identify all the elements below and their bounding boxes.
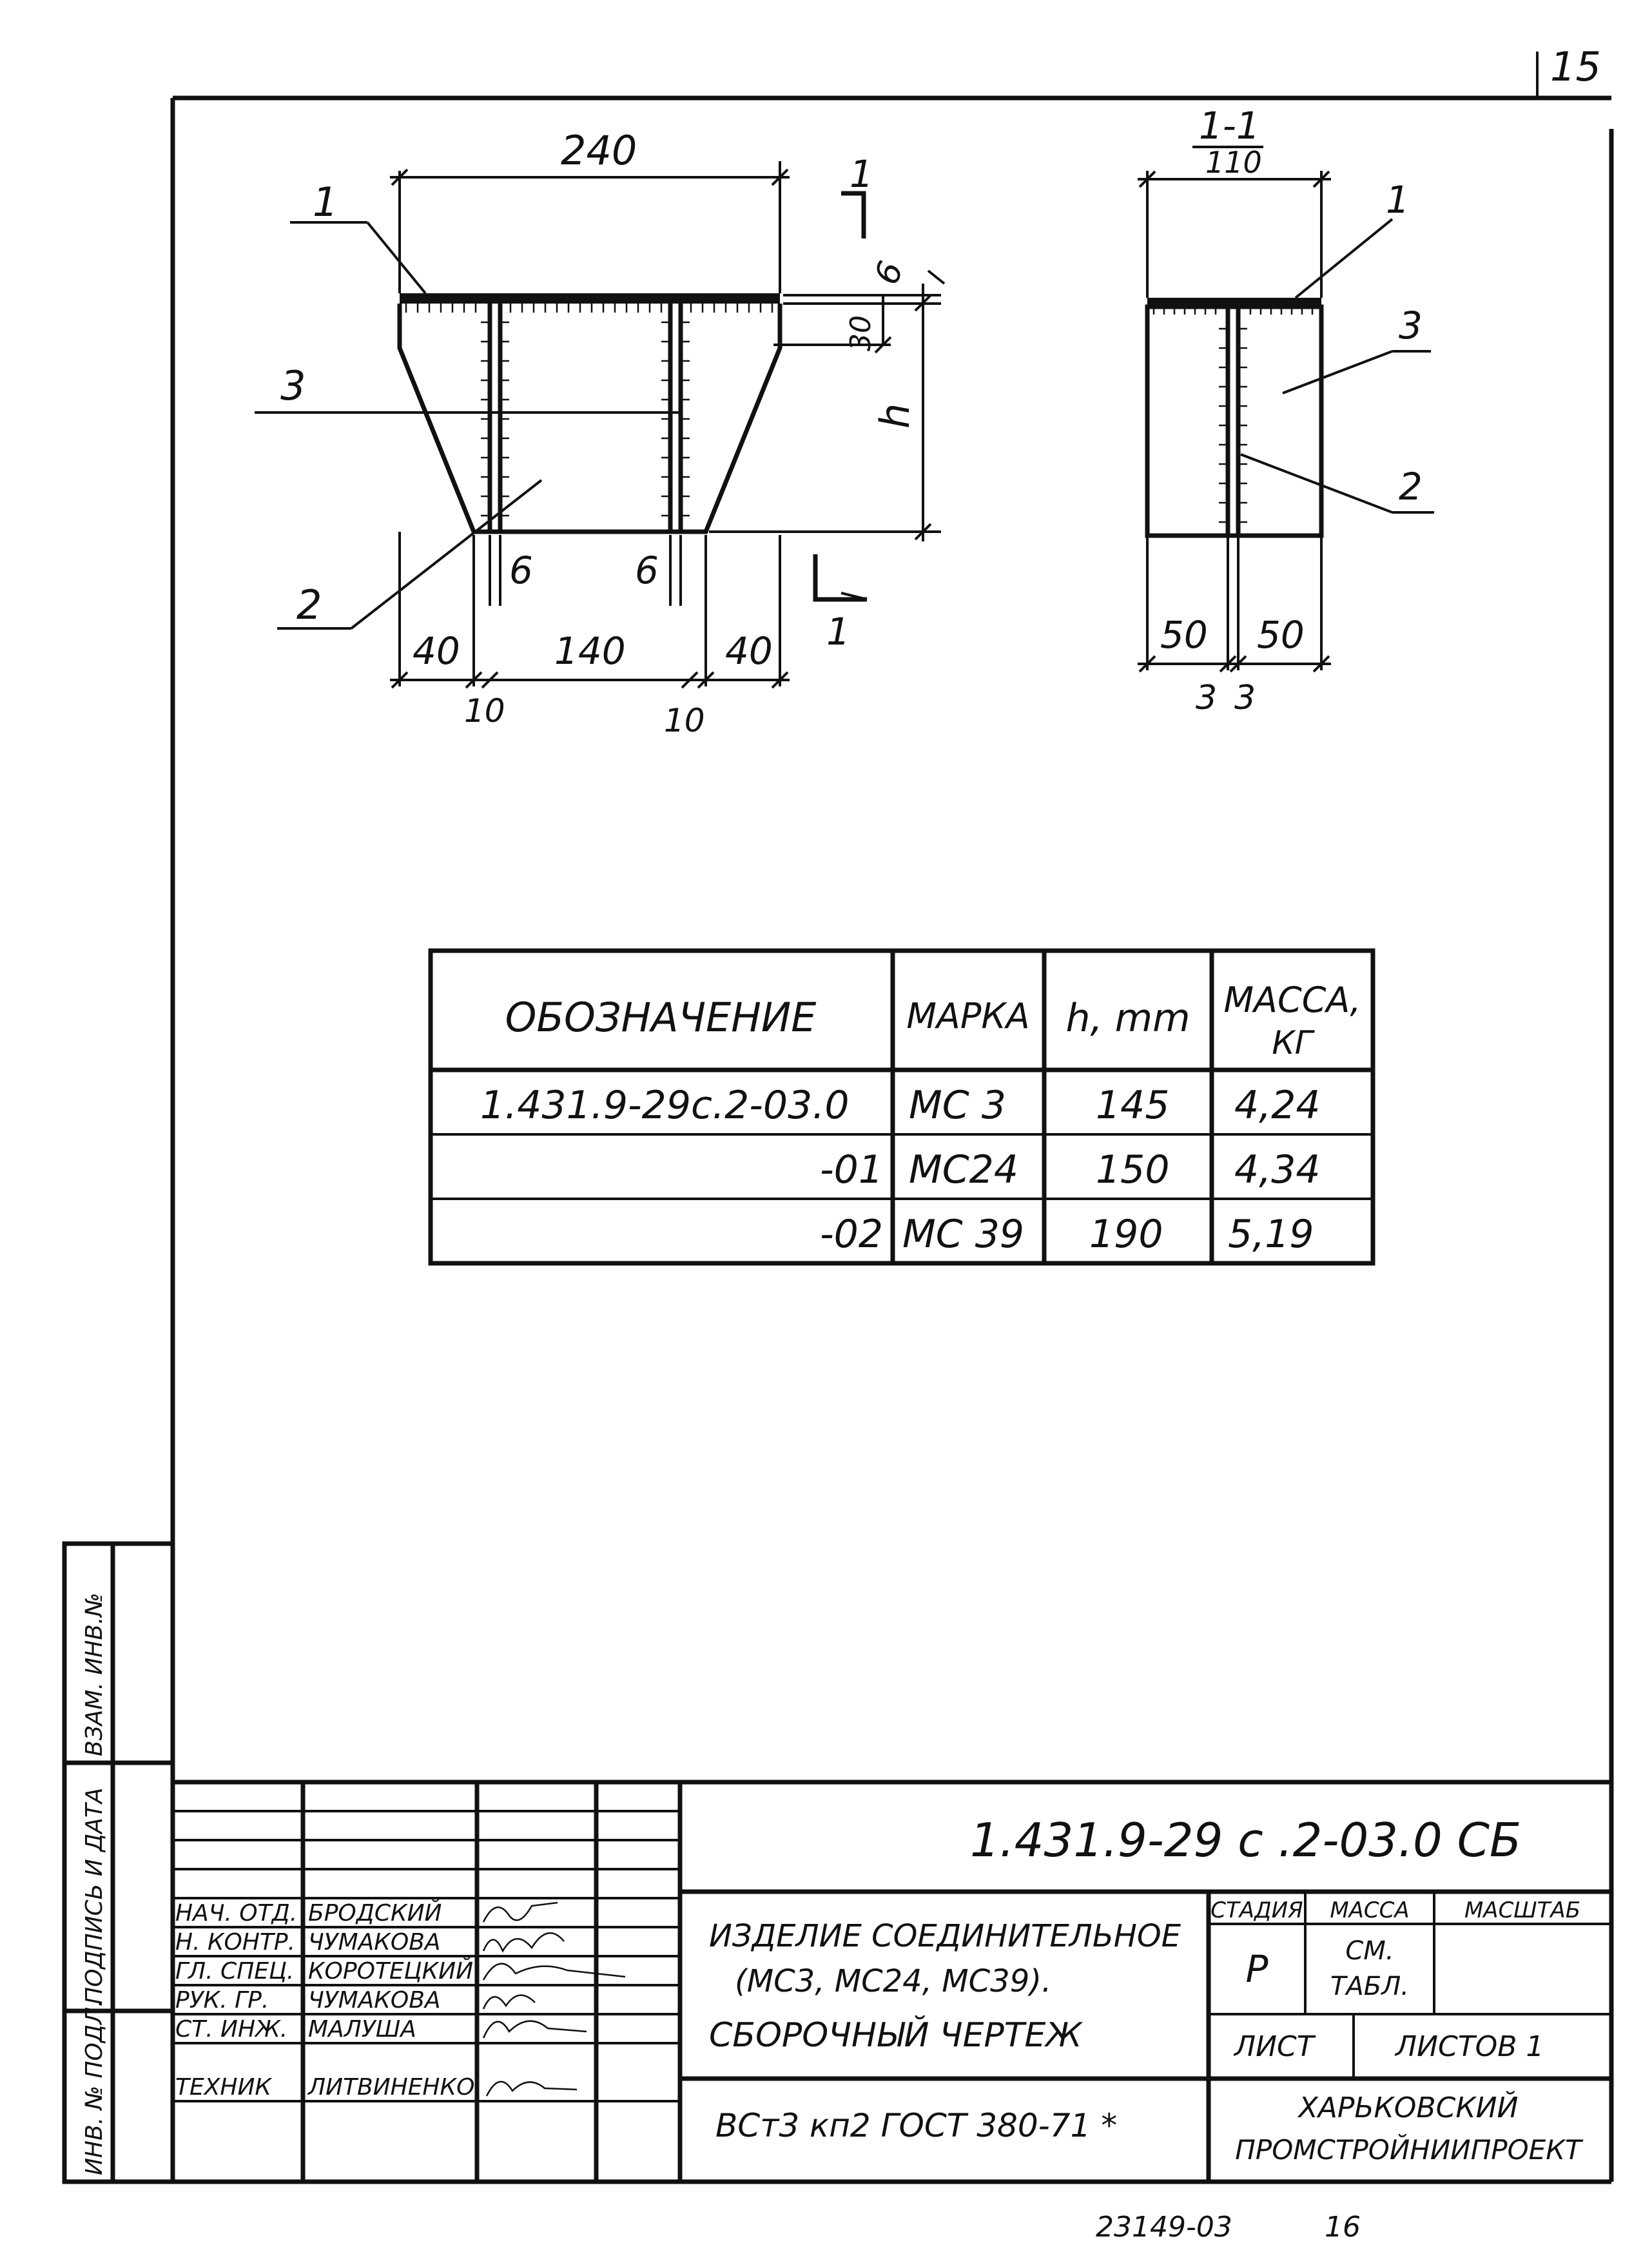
pos-2-label: 2 — [296, 581, 322, 628]
person-signature — [483, 1995, 535, 2009]
sheets-count-label: ЛИСТОВ 1 — [1395, 2030, 1544, 2063]
leader-6 — [928, 271, 944, 284]
row-mass: 4,24 — [1234, 1083, 1321, 1128]
section-mark-bottom — [815, 554, 867, 599]
pos-3-label: 3 — [280, 362, 306, 409]
drawing-name-line3: СБОРОЧНЫЙ ЧЕРТЕЖ — [709, 2016, 1082, 2055]
person-role: СТ. ИНЖ. — [175, 2016, 288, 2043]
title-block — [173, 1782, 1611, 2182]
side-stamp-inv-replace: ВЗАМ. ИНВ.№ — [81, 1593, 108, 1756]
person-signature — [487, 2082, 577, 2096]
dim-gap-left: 10 — [464, 692, 505, 730]
page-number: 15 — [1550, 43, 1601, 90]
pos-1-label: 1 — [313, 179, 338, 226]
person-row — [175, 2016, 587, 2043]
section-pos-2: 2 — [1399, 465, 1423, 509]
row-h: 190 — [1089, 1212, 1163, 1257]
drawing-name-line1: ИЗДЕЛИЕ СОЕДИНИТЕЛЬНОЕ — [709, 1918, 1181, 1954]
person-role: РУК. ГР. — [175, 1987, 269, 2014]
row-mass: 5,19 — [1228, 1212, 1314, 1257]
archive-number: 23149-03 — [1096, 2211, 1232, 2244]
table-row — [480, 1083, 1321, 1128]
front-view — [255, 127, 944, 739]
spec-table — [431, 951, 1373, 1263]
row-mark: МС 39 — [902, 1212, 1025, 1257]
section-gap-left: 3 — [1196, 679, 1218, 717]
mass-value-2: ТАБЛ. — [1330, 1972, 1410, 2001]
section-title: 1-1 — [1199, 104, 1260, 148]
section-leader-3 — [1283, 351, 1392, 393]
top-plate — [400, 293, 780, 304]
section-pos-3: 3 — [1399, 304, 1423, 347]
drawing-code: 1.431.9-29 с .2-03.0 СБ — [970, 1813, 1522, 1867]
spec-header-mark: МАРКА — [906, 996, 1030, 1036]
row-designation: -01 — [820, 1147, 883, 1192]
leader-1 — [367, 222, 425, 293]
section-mark-top — [841, 193, 864, 238]
person-role: НАЧ. ОТД. — [175, 1900, 298, 1926]
sheet-label: ЛИСТ — [1234, 2030, 1314, 2063]
dim-gap-right: 10 — [664, 702, 705, 739]
scale-header: МАСШТАБ — [1464, 1897, 1581, 1923]
person-row — [175, 1987, 535, 2014]
section-leader-1 — [1296, 219, 1392, 298]
person-signature — [483, 1933, 564, 1951]
person-signature — [483, 1964, 625, 1980]
spec-header-mass-unit: КГ — [1272, 1024, 1313, 1062]
row-h: 150 — [1096, 1147, 1170, 1192]
dim-bottom-left: 40 — [413, 629, 460, 673]
organization-line2: ПРОМСТРОЙНИИПРОЕКТ — [1235, 2134, 1582, 2166]
row-designation: -02 — [820, 1212, 883, 1257]
spec-header-designation: ОБОЗНАЧЕНИЕ — [505, 994, 817, 1041]
person-name: ЧУМАКОВА — [308, 1987, 441, 2014]
person-row — [175, 1957, 625, 1984]
person-row — [175, 1899, 558, 1926]
stage-value: Р — [1245, 1947, 1268, 1991]
section-dim-right: 50 — [1257, 613, 1305, 657]
material-spec: ВСт3 кп2 ГОСТ 380-71 * — [715, 2107, 1118, 2144]
row-h: 145 — [1096, 1083, 1170, 1128]
section-view — [1138, 104, 1434, 717]
dim-rib-thk-right: 6 — [635, 548, 659, 592]
person-name: КОРОТЕЦКИЙ — [308, 1958, 474, 1984]
section-dim-left: 50 — [1160, 613, 1208, 657]
person-name: БРОДСКИЙ — [308, 1900, 442, 1926]
footer-number: 16 — [1325, 2211, 1361, 2244]
section-mark-bottom-label: 1 — [826, 610, 850, 654]
row-mark: МС24 — [909, 1147, 1019, 1192]
section-mark-top-label: 1 — [850, 152, 873, 196]
organization-line1: ХАРЬКОВСКИЙ — [1298, 2091, 1519, 2124]
mass-value-1: СМ. — [1345, 1936, 1394, 1966]
row-mass: 4,34 — [1234, 1147, 1321, 1192]
person-name: ЛИТВИНЕНКО — [308, 2074, 475, 2101]
section-body — [1147, 307, 1321, 536]
spec-header-h: h, mm — [1065, 996, 1190, 1041]
gusset-outline — [400, 304, 780, 532]
dim-height: h — [871, 403, 918, 429]
side-stamp-sign-date: ПОДПИСЬ И ДАТА — [81, 1787, 108, 2004]
person-role: Н. КОНТР. — [175, 1929, 296, 1955]
side-stamp — [64, 1544, 173, 2182]
section-gap-right: 3 — [1234, 679, 1256, 717]
section-leader-2 — [1241, 454, 1392, 512]
mass-header: МАССА — [1330, 1897, 1410, 1923]
person-row — [175, 1929, 564, 1955]
dim-overall-width: 240 — [561, 127, 637, 174]
dim-bottom-right: 40 — [725, 629, 773, 673]
drawing-name-line2: (МС3, МС24, МС39). — [735, 1963, 1052, 1999]
weld-marks-ribs — [481, 322, 690, 516]
dim-rib-thk-left: 6 — [509, 548, 533, 592]
weld-marks-top — [406, 304, 772, 313]
person-name: ЧУМАКОВА — [308, 1929, 441, 1955]
side-stamp-inv-orig: ИНВ. № ПОДЛ. — [81, 1999, 108, 2175]
dim-bottom-mid: 140 — [554, 629, 626, 673]
dim-rib-offset: 30 — [844, 315, 877, 351]
row-mark: МС 3 — [909, 1083, 1006, 1128]
person-signature — [483, 2021, 587, 2038]
person-name: МАЛУША — [308, 2016, 416, 2043]
section-width: 110 — [1205, 145, 1262, 180]
person-role: ТЕХНИК — [175, 2074, 271, 2101]
person-role: ГЛ. СПЕЦ. — [175, 1958, 295, 1984]
person-row — [175, 2074, 577, 2101]
section-pos-1: 1 — [1386, 178, 1410, 222]
person-signature — [483, 1903, 558, 1922]
spec-header-mass: МАССА, — [1223, 980, 1361, 1020]
stage-header: СТАДИЯ — [1210, 1897, 1303, 1923]
section-weld-marks — [1154, 307, 1312, 522]
dim-plate-thk: 6 — [867, 256, 911, 290]
row-designation: 1.431.9-29с.2-03.0 — [480, 1083, 850, 1128]
